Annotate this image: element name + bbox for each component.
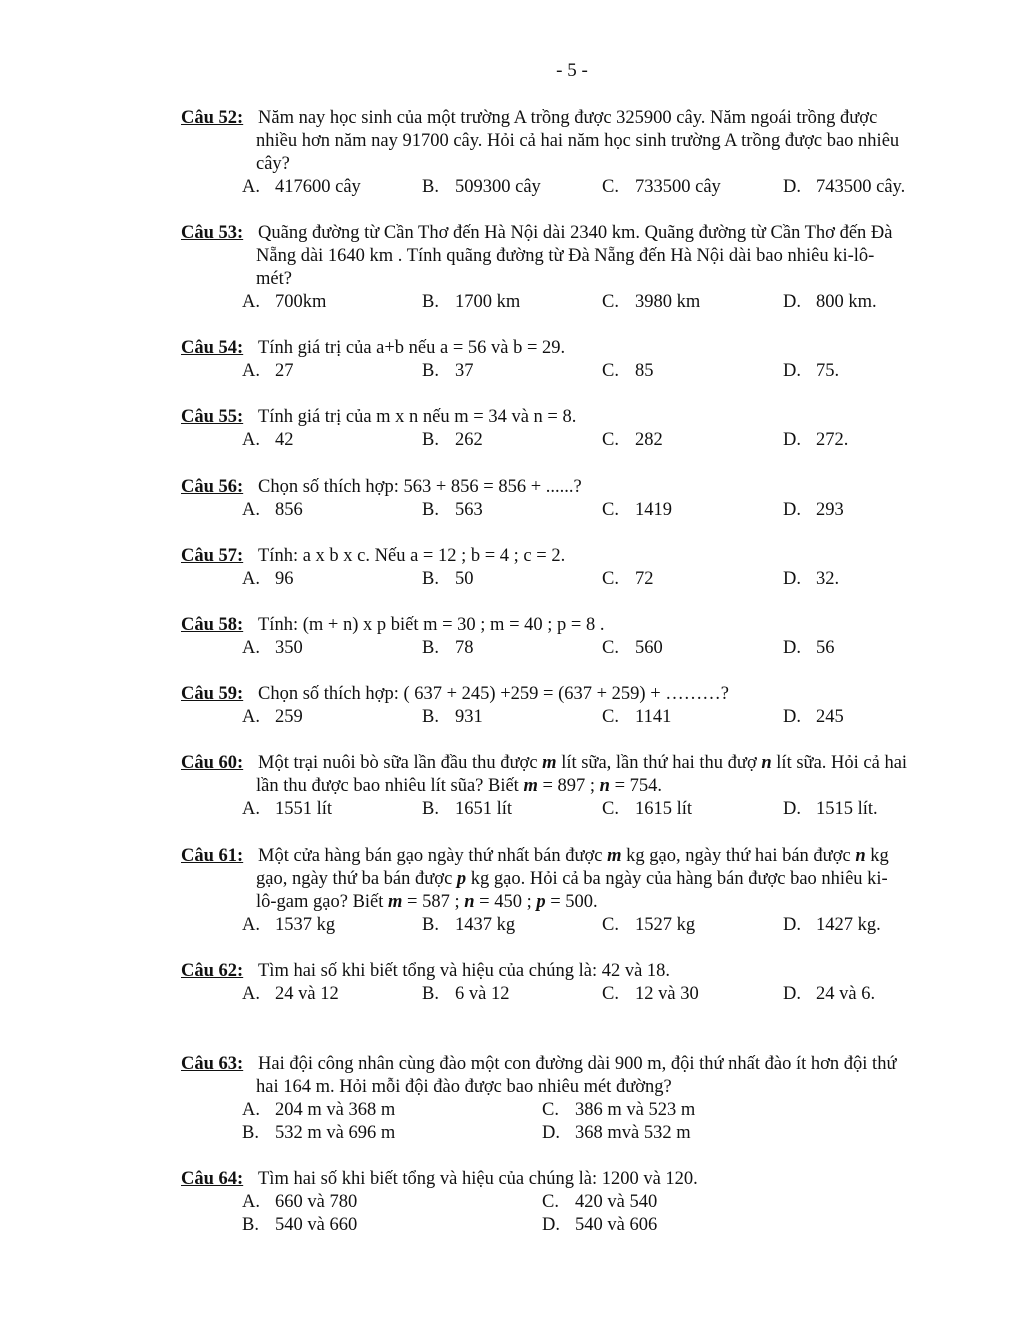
question-text: Năm nay học sinh của một trường A trồng được 325900 cây. Năm ngoái trồng được [258, 108, 878, 128]
question-text: Chọn số thích hợp: ( 637 + 245) +259 = (637 + 259) + ………? [258, 684, 729, 704]
question-53 [181, 222, 971, 314]
answer-options [181, 568, 971, 591]
option-b: B. 563 [422, 500, 483, 520]
option-b: B. 532 m và 696 m [242, 1123, 396, 1143]
question-text: Nẵng dài 1640 km . Tính quãng đường từ Đà Nẵng đến Hà Nội dài bao nhiêu ki-lô- [256, 246, 875, 266]
page-number: - 5 - [556, 60, 588, 81]
question-52 [181, 107, 971, 199]
question-number: Câu 57: [181, 546, 244, 566]
question-60 [181, 752, 971, 821]
question-text: Một cửa hàng bán gạo ngày thứ nhất bán được m kg gạo, ngày thứ hai bán được n kg [258, 846, 889, 866]
question-text: mét? [256, 269, 292, 289]
option-b: B. 262 [422, 430, 483, 450]
question-text: Tìm hai số khi biết tổng và hiệu của chúng là: 1200 và 120. [258, 1169, 698, 1189]
option-d: D. 24 và 6. [783, 984, 876, 1004]
option-c: C. 1419 [602, 500, 672, 520]
option-b: B. 931 [422, 707, 483, 727]
option-d: D. 75. [783, 361, 840, 381]
question-text: hai 164 m. Hỏi mỗi đội đào được bao nhiêu mét đường? [256, 1077, 672, 1097]
option-a: A. 259 [242, 707, 303, 727]
option-a: A. 204 m và 368 m [242, 1100, 396, 1120]
option-b: B. 50 [422, 569, 474, 589]
answer-options [181, 499, 971, 522]
answer-options [181, 798, 971, 821]
question-text: Tìm hai số khi biết tổng và hiệu của chúng là: 42 và 18. [258, 961, 671, 981]
option-b: B. 6 và 12 [422, 984, 510, 1004]
option-b: B. 37 [422, 361, 474, 381]
option-a: A. 700km [242, 292, 327, 312]
option-b: B. 540 và 660 [242, 1215, 358, 1235]
option-a: A. 42 [242, 430, 294, 450]
option-a: A. 27 [242, 361, 294, 381]
question-text: Một trại nuôi bò sữa lần đầu thu được m lít sữa, lần thứ hai thu đượ n lít sữa. Hỏi cả hai [258, 753, 908, 773]
answer-options [181, 429, 971, 452]
option-d: D. 1515 lít. [783, 799, 878, 819]
question-54 [181, 337, 971, 383]
option-b: B. 1437 kg [422, 915, 516, 935]
question-64 [181, 1168, 971, 1237]
option-c: C. 733500 cây [602, 177, 721, 197]
question-number: Câu 59: [181, 684, 244, 704]
question-number: Câu 52: [181, 108, 244, 128]
answer-options [181, 1099, 971, 1122]
answer-options [181, 176, 971, 199]
answer-options [181, 706, 971, 729]
option-c: C. 560 [602, 638, 663, 658]
question-text: Chọn số thích hợp: 563 + 856 = 856 + ......? [258, 477, 582, 497]
option-d: D. 743500 cây. [783, 177, 906, 197]
option-c: C. 420 và 540 [542, 1192, 658, 1212]
option-c: C. 1141 [602, 707, 672, 727]
question-number: Câu 58: [181, 615, 244, 635]
option-b: B. 1700 km [422, 292, 521, 312]
option-a: A. 24 và 12 [242, 984, 339, 1004]
question-number: Câu 56: [181, 477, 244, 497]
question-text: Quãng đường từ Cần Thơ đến Hà Nội dài 2340 km. Quãng đường từ Cần Thơ đến Đà [258, 223, 893, 243]
option-a: A. 417600 cây [242, 177, 361, 197]
question-text: Tính: (m + n) x p biết m = 30 ; m = 40 ; p = 8 . [258, 615, 605, 635]
option-a: A. 1537 kg [242, 915, 336, 935]
question-text: cây? [256, 154, 290, 174]
question-number: Câu 53: [181, 223, 244, 243]
option-d: D. 293 [783, 500, 844, 520]
option-d: D. 56 [783, 638, 835, 658]
option-c: C. 85 [602, 361, 654, 381]
option-a: A. 660 và 780 [242, 1192, 358, 1212]
question-text: Hai đội công nhân cùng đào một con đường dài 900 m, đội thứ nhất đào ít hơn đội thứ [258, 1054, 897, 1074]
question-57 [181, 545, 971, 591]
question-text: gạo, ngày thứ ba bán được p kg gạo. Hỏi cả ba ngày của hàng bán được bao nhiêu ki- [256, 869, 888, 889]
option-d: D. 1427 kg. [783, 915, 881, 935]
question-number: Câu 63: [181, 1054, 244, 1074]
question-text: lần thu được bao nhiêu lít sũa? Biết m = 897 ; n = 754. [256, 776, 663, 796]
option-c: C. 386 m và 523 m [542, 1100, 696, 1120]
answer-options [181, 291, 971, 314]
answer-options [181, 637, 971, 660]
option-d: D. 272. [783, 430, 849, 450]
question-63 [181, 1053, 971, 1145]
question-text: nhiều hơn năm nay 91700 cây. Hỏi cả hai năm học sinh trường A trồng được bao nhiêu [256, 131, 900, 151]
answer-options [181, 360, 971, 383]
question-59 [181, 683, 971, 729]
question-number: Câu 54: [181, 338, 244, 358]
option-a: A. 96 [242, 569, 294, 589]
answer-options [181, 1214, 971, 1237]
option-c: C. 1615 lít [602, 799, 693, 819]
question-number: Câu 64: [181, 1169, 244, 1189]
option-c: C. 1527 kg [602, 915, 696, 935]
answer-options [181, 1191, 971, 1214]
question-61 [181, 845, 971, 937]
option-d: D. 540 và 606 [542, 1215, 658, 1235]
option-d: D. 245 [783, 707, 844, 727]
question-number: Câu 61: [181, 846, 244, 866]
answer-options [181, 1122, 971, 1145]
question-text: Tính giá trị của a+b nếu a = 56 và b = 29. [258, 338, 566, 358]
option-a: A. 856 [242, 500, 303, 520]
option-c: C. 72 [602, 569, 654, 589]
answer-options [181, 983, 971, 1006]
question-text: Tính giá trị của m x n nếu m = 34 và n = 8. [258, 407, 577, 427]
option-b: B. 78 [422, 638, 474, 658]
question-text: Tính: a x b x c. Nếu a = 12 ; b = 4 ; c = 2. [258, 546, 566, 566]
question-number: Câu 55: [181, 407, 244, 427]
question-56 [181, 476, 971, 522]
option-c: C. 3980 km [602, 292, 701, 312]
option-d: D. 368 mvà 532 m [542, 1123, 691, 1143]
question-text: lô-gam gạo? Biết m = 587 ; n = 450 ; p = 500. [256, 892, 598, 912]
option-b: B. 1651 lít [422, 799, 513, 819]
question-58 [181, 614, 971, 660]
option-c: C. 12 và 30 [602, 984, 699, 1004]
question-number: Câu 60: [181, 753, 244, 773]
question-number: Câu 62: [181, 961, 244, 981]
option-b: B. 509300 cây [422, 177, 541, 197]
question-62 [181, 960, 971, 1006]
answer-options [181, 914, 971, 937]
option-a: A. 1551 lít [242, 799, 333, 819]
question-55 [181, 406, 971, 452]
option-a: A. 350 [242, 638, 303, 658]
option-d: D. 800 km. [783, 292, 877, 312]
option-d: D. 32. [783, 569, 840, 589]
option-c: C. 282 [602, 430, 663, 450]
